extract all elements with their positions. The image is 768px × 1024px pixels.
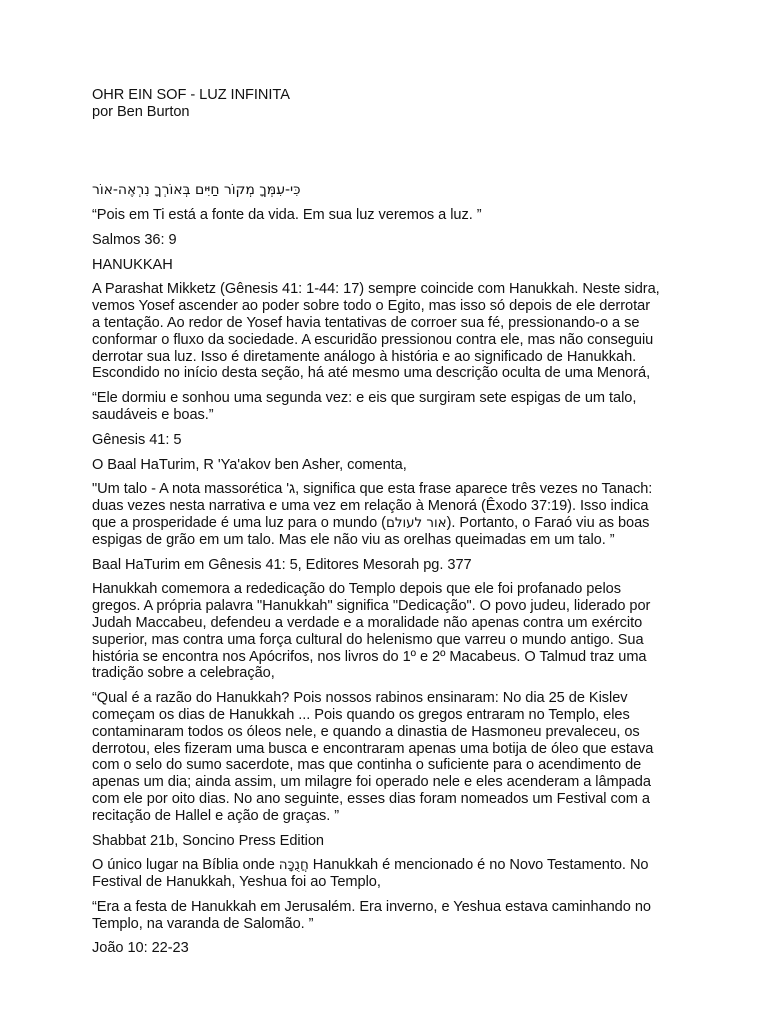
text-line: A Parashat Mikketz (Gênesis 41: 1-44: 17) sempre coincide com Hanukkah. Neste sidra, [92,281,660,298]
text-line: Festival de Hanukkah, Yeshua foi ao Templo, [92,874,381,891]
text-line: a tentação. Ao redor de Yosef havia tentativas de corroer sua fé, pressionando-o a se [92,314,640,331]
quote-genesis [92,390,682,424]
text-line: derrotar sua luz. Isso é diretamente análogo à história e ao significado de Hanukkah. [92,348,637,365]
quote-baal-haturim [92,481,682,548]
text-line: saudáveis e boas.” [92,406,214,423]
paragraph-new-testament [92,857,682,891]
text-line: história se encontra nos Apócrifos, nos livros do 1º e 2º Macabeus. O Talmud traz uma [92,648,647,665]
text-line: começam os dias de Hanukkah ... Pois quando os gregos entraram no Templo, eles [92,706,630,723]
text-line: contaminaram todos os óleos nele, e quando a dinastia de Hasmoneu prevaleceu, os [92,723,640,740]
paragraph-hanukkah-history [92,581,682,682]
text-segment: ). Portanto, o Faraó viu as boas [446,514,650,531]
hebrew-phrase: אור לעולם [385,514,447,531]
text-segment: O único lugar na Bíblia onde [92,857,279,874]
text-line: recitação de Hallel e ação de graças. ” [92,807,340,824]
text-line: conformar o fluxo da sociedade. A escuridão pressionou contra ele, mas não conseguiu [92,331,654,348]
text-line: espigas de grão em um talo. Mas ele não viu as orelhas queimadas em um talo. ” [92,531,615,548]
text-line: apenas um dia; ainda assim, um milagre foi operado nele e eles acenderam a lâmpada [92,774,651,791]
baal-haturim-intro: O Baal HaTurim, R 'Ya'akov ben Asher, comenta, [92,456,407,473]
epigraph-quote: “Pois em Ti está a fonte da vida. Em sua luz veremos a luz. ” [92,207,482,223]
text-line: gregos. A própria palavra "Hanukkah" significa "Dedicação". O povo judeu, liderado por [92,598,651,615]
text-line: com ele por oito dias. No ano seguinte, esses dias foram nomeados um Festival com a [92,790,650,807]
hebrew-word: חֲנֻכָּה [278,857,309,874]
text-segment: Hanukkah é mencionado é no Novo Testamento. No [308,857,649,874]
paragraph-mikketz [92,281,682,382]
section-heading: HANUKKAH [92,256,173,273]
document-body [92,182,682,965]
text-line [92,857,682,874]
hebrew-epigraph: כִּי-עִמְּךָ מְקוֹר חַיִּים בְּאוֹרְךָ נִרְאֶה-אוֹר [92,182,301,198]
text-line: “Era a festa de Hanukkah em Jerusalém. Era inverno, e Yeshua estava caminhando no [92,898,651,915]
text-line: “Qual é a razão do Hanukkah? Pois nossos rabinos ensinaram: No dia 25 de Kislev [92,690,628,707]
text-line: Escondido no início desta seção, há até mesmo uma descrição oculta de uma Menorá, [92,365,651,382]
epigraph-reference: Salmos 36: 9 [92,231,177,248]
reference-genesis: Gênesis 41: 5 [92,431,182,448]
text-line: superior, mas contra uma força cultural do helenismo que varreu o mundo antigo. Sua [92,631,644,648]
document-author: por Ben Burton [92,103,190,120]
text-line: Templo, na varanda de Salomão. ” [92,915,314,932]
text-line: “Ele dormiu e sonhou uma segunda vez: e eis que surgiram sete espigas de um talo, [92,390,637,407]
text-line: Judah Maccabeu, defendeu a verdade e a moralidade não apenas contra um exército [92,614,643,631]
text-line: Hanukkah comemora a rededicação do Templo depois que ele foi profanado pelos [92,581,621,598]
quote-john [92,899,682,933]
document-title: OHR EIN SOF - LUZ INFINITA [92,87,290,103]
text-line: derrotou, eles fizeram uma busca e encontraram apenas uma botija de óleo que estava [92,740,654,757]
reference-talmud: Shabbat 21b, Soncino Press Edition [92,832,324,849]
text-segment: que a prosperidade é uma luz para o mundo ( [92,514,386,531]
text-line: duas vezes nesta narrativa e uma vez em relação à Menorá (Êxodo 37:19). Isso indica [92,498,649,515]
quote-talmud [92,690,682,824]
reference-baal-haturim: Baal HaTurim em Gênesis 41: 5, Editores Mesorah pg. 377 [92,556,472,573]
text-line: "Um talo - A nota massorética 'ג, significa que esta frase aparece três vezes no Tanach: [92,481,653,498]
text-line: tradição sobre a celebração, [92,665,275,682]
text-line [92,515,682,532]
text-line: vemos Yosef ascender ao poder sobre todo o Egito, mas isso só depois de ele derrotar [92,298,651,315]
document-header [92,87,692,121]
text-line: com o selo do sumo sacerdote, mas que continha o suficiente para o acendimento de [92,757,642,774]
reference-john: João 10: 22-23 [92,940,189,957]
